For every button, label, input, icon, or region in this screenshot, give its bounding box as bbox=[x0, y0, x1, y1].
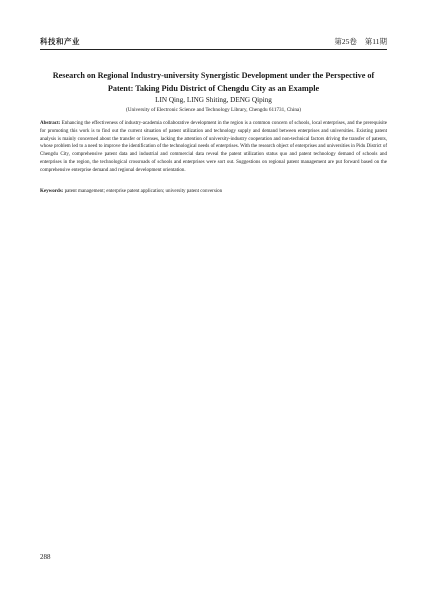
keywords bbox=[40, 188, 387, 196]
issue-label: 第11期 bbox=[364, 37, 387, 46]
author-list: LIN Qing, LING Shiting, DENG Qiping bbox=[155, 96, 272, 104]
abstract-label: Abstract: bbox=[40, 121, 61, 126]
running-header bbox=[40, 37, 387, 50]
page-number: 288 bbox=[40, 553, 51, 561]
abstract-text: Enhancing the effectiveness of industry-academia collaborative development in the region is a common concern of schools, local enterprises, and the prerequisite for promoting this work is to find out the current situation of patent utilization and technology supply and demand between enterprises and universities. Existing patent analysis is mainly concerned about the transfer or licenses, lacking the attention of university-industry cooperation and non-technical factors driving the transfer of patents, whose problem led to a need to improve the identification of the technological needs of enterprises. With the research object of enterprises and universities in Pidu District of Chengdu City, comprehensive patent data and industrial and commercial data reveal the patent utilization status quo and patent technology demand of schools and enterprises in the region, the technological crossroads of schools and enterprises were sort out. Suggestions on regional patent management are put forward based on the comprehensive enterprise demand and regional development orientation. bbox=[40, 121, 387, 173]
title-line-1: Research on Regional Industry-university Synergistic Development under the Perspective of bbox=[52, 71, 375, 80]
keywords-text: patent management; enterprise patent application; university patent conversion bbox=[63, 189, 223, 194]
article-title bbox=[40, 70, 387, 95]
author-affiliation: (University of Electronic Science and Technology Library, Chengdu 611731, China) bbox=[126, 107, 301, 113]
volume-label: 第25卷 bbox=[334, 37, 357, 46]
title-line-2: Patent: Taking Pidu District of Chengdu City as an Example bbox=[107, 83, 320, 93]
volume-issue bbox=[328, 37, 387, 46]
journal-section-label: 科技和产业 bbox=[40, 37, 80, 46]
abstract bbox=[40, 120, 387, 174]
keywords-label: Keywords: bbox=[40, 189, 64, 194]
